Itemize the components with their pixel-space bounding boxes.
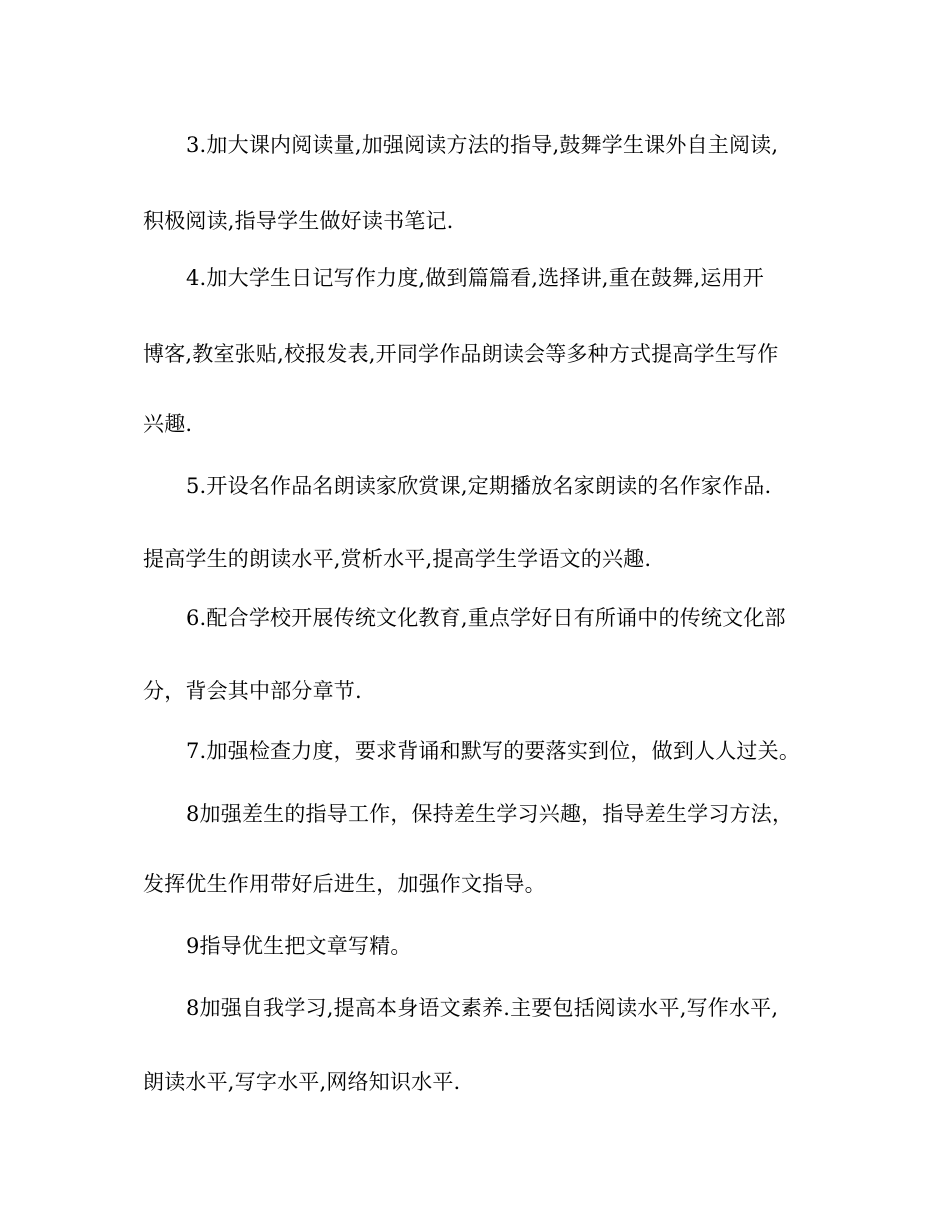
- item-3-line-2: 积极阅读,指导学生做好读书笔记.: [143, 209, 454, 233]
- item-8b-line-1: 8加强自我学习,提高本身语文素养.主要包括阅读水平,写作水平,: [186, 996, 779, 1020]
- item-8a-line-2: 发挥优生作用带好后进生，加强作文指导。: [143, 872, 546, 896]
- item-6-line-2: 分，背会其中部分章节.: [143, 679, 362, 703]
- item-8b-line-2: 朗读水平,写字水平,网络知识水平.: [143, 1070, 461, 1094]
- item-3-line-1: 3.加大课内阅读量,加强阅读方法的指导,鼓舞学生课外自主阅读,: [186, 133, 779, 157]
- item-9-line-1: 9指导优生把文章写精。: [186, 934, 412, 958]
- item-4-line-1: 4.加大学生日记写作力度,做到篇篇看,选择讲,重在鼓舞,运用开: [186, 266, 764, 290]
- item-7-line-1: 7.加强检查力度，要求背诵和默写的要落实到位，做到人人过关。: [186, 739, 801, 763]
- item-6-line-1: 6.配合学校开展传统文化教育,重点学好日有所诵中的传统文化部: [186, 606, 786, 630]
- item-8a-line-1: 8加强差生的指导工作，保持差生学习兴趣，指导差生学习方法，: [186, 802, 794, 826]
- item-4-line-2: 博客,教室张贴,校报发表,开同学作品朗读会等多种方式提高学生写作: [143, 342, 779, 366]
- item-5-line-2: 提高学生的朗读水平,赏析水平,提高学生学语文的兴趣.: [143, 547, 652, 571]
- item-4-line-3: 兴趣.: [143, 412, 193, 436]
- item-5-line-1: 5.开设名作品名朗读家欣赏课,定期播放名家朗读的名作家作品.: [186, 474, 772, 498]
